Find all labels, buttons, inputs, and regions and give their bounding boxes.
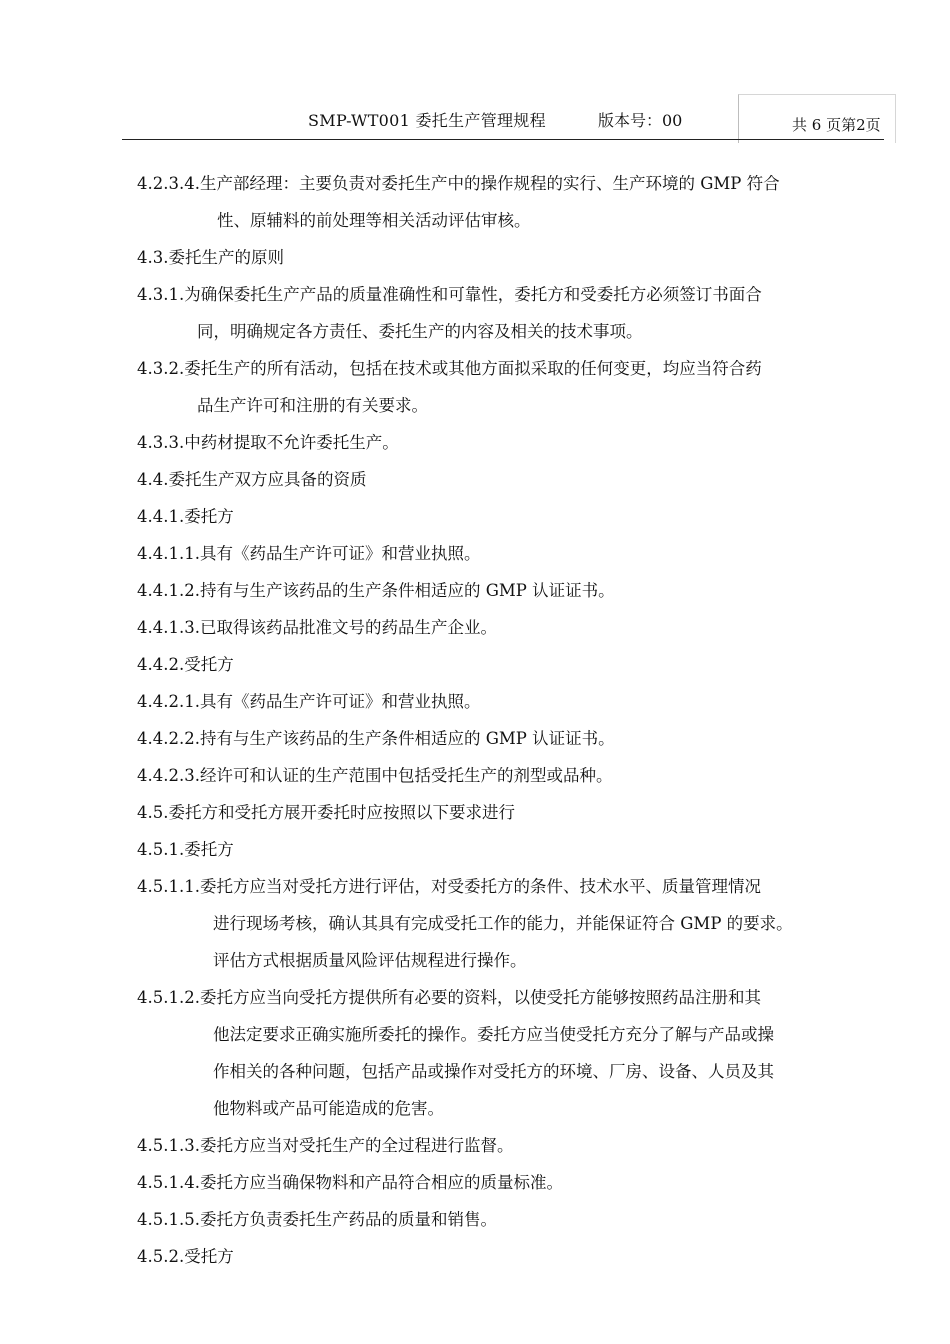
clause-paragraph bbox=[0, 165, 950, 239]
clause-continuation: 品生产许可和注册的有关要求。 bbox=[197, 396, 428, 415]
clause-text: 4.4.2.1.具有《药品生产许可证》和营业执照。 bbox=[137, 692, 481, 711]
clause-paragraph bbox=[0, 1127, 950, 1164]
clause-text: 4.3.2.委托生产的所有活动，包括在技术或其他方面拟采取的任何变更，均应当符合药 bbox=[137, 359, 762, 378]
clause-text: 4.5.1.委托方 bbox=[137, 840, 234, 859]
clause-text: 4.3.1.为确保委托生产产品的质量准确性和可靠性，委托方和受委托方必须签订书面合 bbox=[137, 285, 762, 304]
document-body bbox=[0, 165, 950, 1275]
clause-paragraph bbox=[0, 424, 950, 461]
clause-text: 4.5.1.4.委托方应当确保物料和产品符合相应的质量标准。 bbox=[137, 1173, 563, 1192]
clause-paragraph bbox=[0, 1238, 950, 1275]
clause-continuation: 性、原辅料的前处理等相关活动评估审核。 bbox=[217, 211, 531, 230]
clause-continuation: 评估方式根据质量风险评估规程进行操作。 bbox=[213, 951, 527, 970]
clause-paragraph bbox=[0, 239, 950, 276]
clause-text: 4.4.1.委托方 bbox=[137, 507, 234, 526]
clause-paragraph bbox=[0, 1201, 950, 1238]
clause-paragraph bbox=[0, 868, 950, 979]
clause-paragraph bbox=[0, 979, 950, 1127]
clause-text: 4.5.2.受托方 bbox=[137, 1247, 234, 1266]
clause-text: 4.2.3.4.生产部经理：主要负责对委托生产中的操作规程的实行、生产环境的 GMP 符合 bbox=[137, 174, 780, 193]
clause-paragraph bbox=[0, 461, 950, 498]
clause-text: 4.5.1.5.委托方负责委托生产药品的质量和销售。 bbox=[137, 1210, 497, 1229]
clause-continuation: 他法定要求正确实施所委托的操作。委托方应当使受托方充分了解与产品或操 bbox=[213, 1025, 774, 1044]
clause-text: 4.4.1.3.已取得该药品批准文号的药品生产企业。 bbox=[137, 618, 497, 637]
clause-text: 4.5.1.3.委托方应当对受托生产的全过程进行监督。 bbox=[137, 1136, 514, 1155]
header-divider bbox=[122, 139, 884, 140]
clause-text: 4.4.1.1.具有《药品生产许可证》和营业执照。 bbox=[137, 544, 481, 563]
clause-text: 4.4.2.受托方 bbox=[137, 655, 234, 674]
clause-paragraph bbox=[0, 720, 950, 757]
clause-text: 4.4.2.2.持有与生产该药品的生产条件相适应的 GMP 认证证书。 bbox=[137, 729, 615, 748]
clause-text: 4.4.1.2.持有与生产该药品的生产条件相适应的 GMP 认证证书。 bbox=[137, 581, 615, 600]
clause-text: 4.4.委托生产双方应具备的资质 bbox=[137, 470, 367, 489]
clause-paragraph bbox=[0, 535, 950, 572]
clause-text: 4.5.委托方和受托方展开委托时应按照以下要求进行 bbox=[137, 803, 515, 822]
page-header bbox=[0, 0, 950, 150]
clause-text: 4.3.3.中药材提取不允许委托生产。 bbox=[137, 433, 399, 452]
clause-paragraph bbox=[0, 794, 950, 831]
clause-continuation: 进行现场考核，确认其具有完成受托工作的能力，并能保证符合 GMP 的要求。 bbox=[213, 914, 793, 933]
version-number: 版本号：00 bbox=[598, 111, 683, 130]
clause-paragraph bbox=[0, 498, 950, 535]
clause-continuation: 同，明确规定各方责任、委托生产的内容及相关的技术事项。 bbox=[197, 322, 643, 341]
clause-paragraph bbox=[0, 350, 950, 424]
clause-paragraph bbox=[0, 683, 950, 720]
clause-text: 4.5.1.2.委托方应当向受托方提供所有必要的资料，以使受托方能够按照药品注册和其 bbox=[137, 988, 761, 1007]
clause-text: 4.4.2.3.经许可和认证的生产范围中包括受托生产的剂型或品种。 bbox=[137, 766, 613, 785]
clause-paragraph bbox=[0, 646, 950, 683]
clause-continuation: 作相关的各种问题，包括产品或操作对受托方的环境、厂房、设备、人员及其 bbox=[213, 1062, 774, 1081]
clause-paragraph bbox=[0, 572, 950, 609]
clause-paragraph bbox=[0, 831, 950, 868]
clause-paragraph bbox=[0, 757, 950, 794]
clause-paragraph bbox=[0, 609, 950, 646]
clause-continuation: 他物料或产品可能造成的危害。 bbox=[213, 1099, 444, 1118]
clause-text: 4.5.1.1.委托方应当对受托方进行评估，对受委托方的条件、技术水平、质量管理情况 bbox=[137, 877, 761, 896]
clause-paragraph bbox=[0, 1164, 950, 1201]
clause-paragraph bbox=[0, 276, 950, 350]
document-title: SMP-WT001 委托生产管理规程 bbox=[308, 111, 546, 130]
clause-text: 4.3.委托生产的原则 bbox=[137, 248, 284, 267]
page-number: 共 6 页第2页 bbox=[792, 116, 881, 134]
